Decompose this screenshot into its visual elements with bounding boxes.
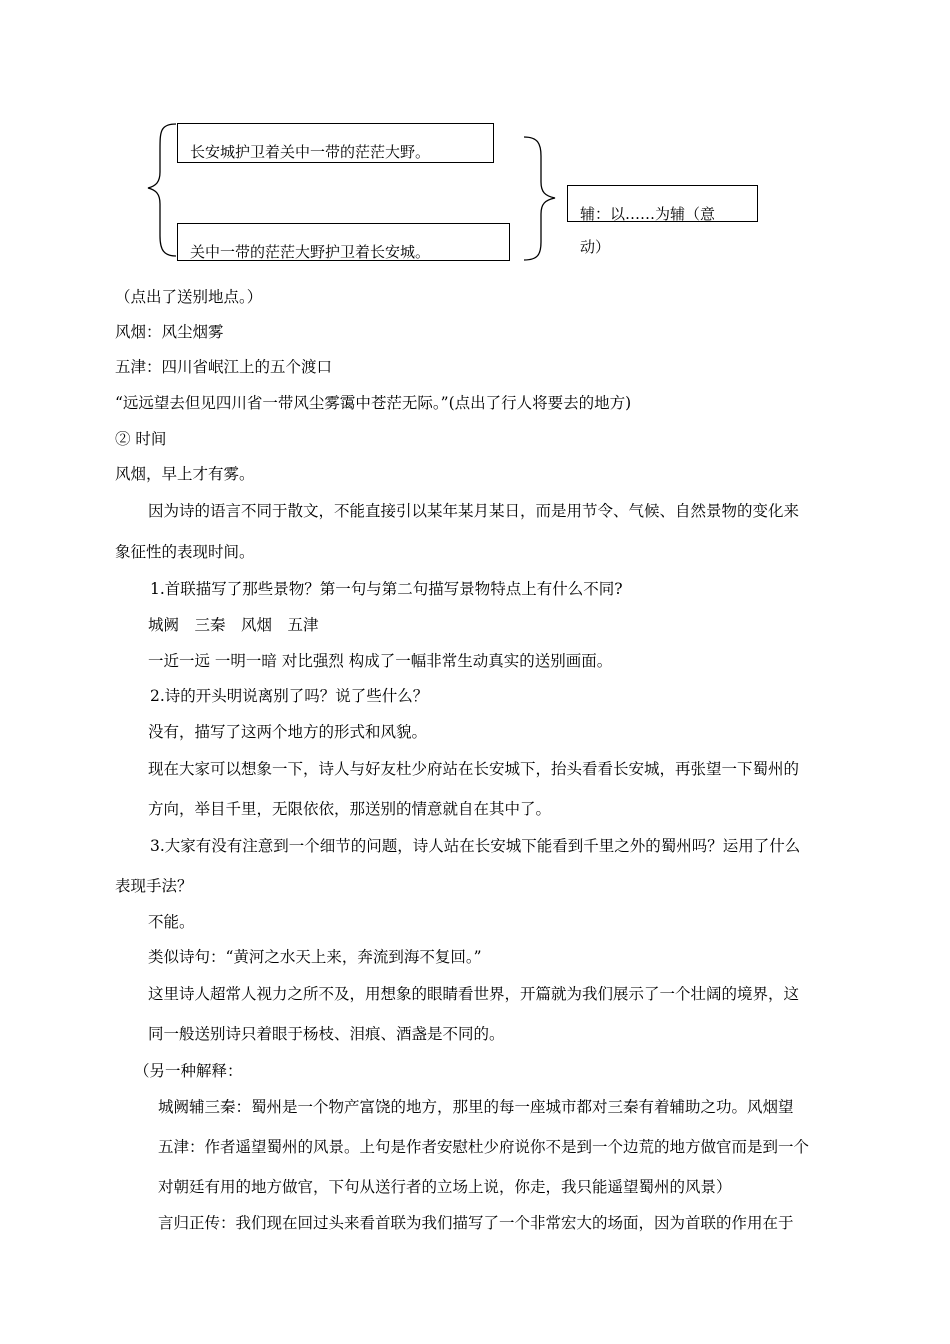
text-line: 风烟，早上才有雾。 — [115, 465, 255, 483]
text-line: 城阙 三秦 风烟 五津 — [148, 616, 319, 634]
text-line: 现在大家可以想象一下，诗人与好友杜少府站在长安城下，抬头看看长安城，再张望一下蜀州的 — [148, 760, 800, 778]
text-line: 不能。 — [148, 913, 195, 931]
text-line: 言归正传：我们现在回过头来看首联为我们描写了一个非常宏大的场面，因为首联的作用在于 — [158, 1214, 794, 1232]
text-line: 五津：四川省岷江上的五个渡口 — [115, 358, 333, 376]
text-line: 1.首联描写了那些景物？第一句与第二句描写景物特点上有什么不同? — [150, 580, 623, 598]
diagram-box-right-text-1: 辅：以……为辅（意 — [580, 205, 716, 223]
text-line: 五津：作者遥望蜀州的风景。上句是作者安慰杜少府说你不是到一个边荒的地方做官而是到一个 — [158, 1138, 810, 1156]
text-line: 城阙辅三秦：蜀州是一个物产富饶的地方，那里的每一座城市都对三秦有着辅助之功。风烟望 — [158, 1098, 794, 1116]
text-line: （点出了送别地点。） — [115, 288, 263, 306]
text-line: “远远望去但见四川省一带风尘雾霭中苍茫无际。”(点出了行人将要去的地方) — [115, 394, 632, 412]
text-line: ② 时间 — [115, 430, 167, 448]
text-line: （另一种解释： — [134, 1062, 243, 1080]
text-line: 象征性的表现时间。 — [115, 543, 255, 561]
text-line: 风烟：风尘烟雾 — [115, 323, 224, 341]
diagram-box-top-text: 长安城护卫着关中一带的茫茫大野。 — [190, 143, 431, 161]
text-line: 这里诗人超常人视力之所不及，用想象的眼睛看世界，开篇就为我们展示了一个壮阔的境界，这 — [148, 985, 800, 1003]
text-line: 没有，描写了这两个地方的形式和风貌。 — [148, 723, 428, 741]
text-line: 表现手法？ — [115, 877, 193, 895]
text-line: 类似诗句：“黄河之水天上来，奔流到海不复回。” — [148, 948, 482, 966]
text-line: 2.诗的开头明说离别了吗？说了些什么？ — [150, 687, 429, 705]
text-line: 对朝廷有用的地方做官，下句从送行者的立场上说，你走，我只能遥望蜀州的风景） — [158, 1178, 732, 1196]
text-line: 一近一远 一明一暗 对比强烈 构成了一幅非常生动真实的送别画面。 — [148, 652, 613, 670]
text-line: 因为诗的语言不同于散文，不能直接引以某年某月某日，而是用节令、气候、自然景物的变化来 — [148, 502, 800, 520]
text-line: 方向，举目千里，无限依依，那送别的情意就自在其中了。 — [148, 800, 552, 818]
text-line: 同一般送别诗只着眼于杨枝、泪痕、酒盏是不同的。 — [148, 1025, 505, 1043]
diagram-box-bottom-text: 关中一带的茫茫大野护卫着长安城。 — [190, 243, 431, 261]
text-line: 3.大家有没有注意到一个细节的问题，诗人站在长安城下能看到千里之外的蜀州吗？运用了什么 — [150, 837, 801, 855]
diagram-box-right-text-2: 动） — [580, 238, 611, 256]
